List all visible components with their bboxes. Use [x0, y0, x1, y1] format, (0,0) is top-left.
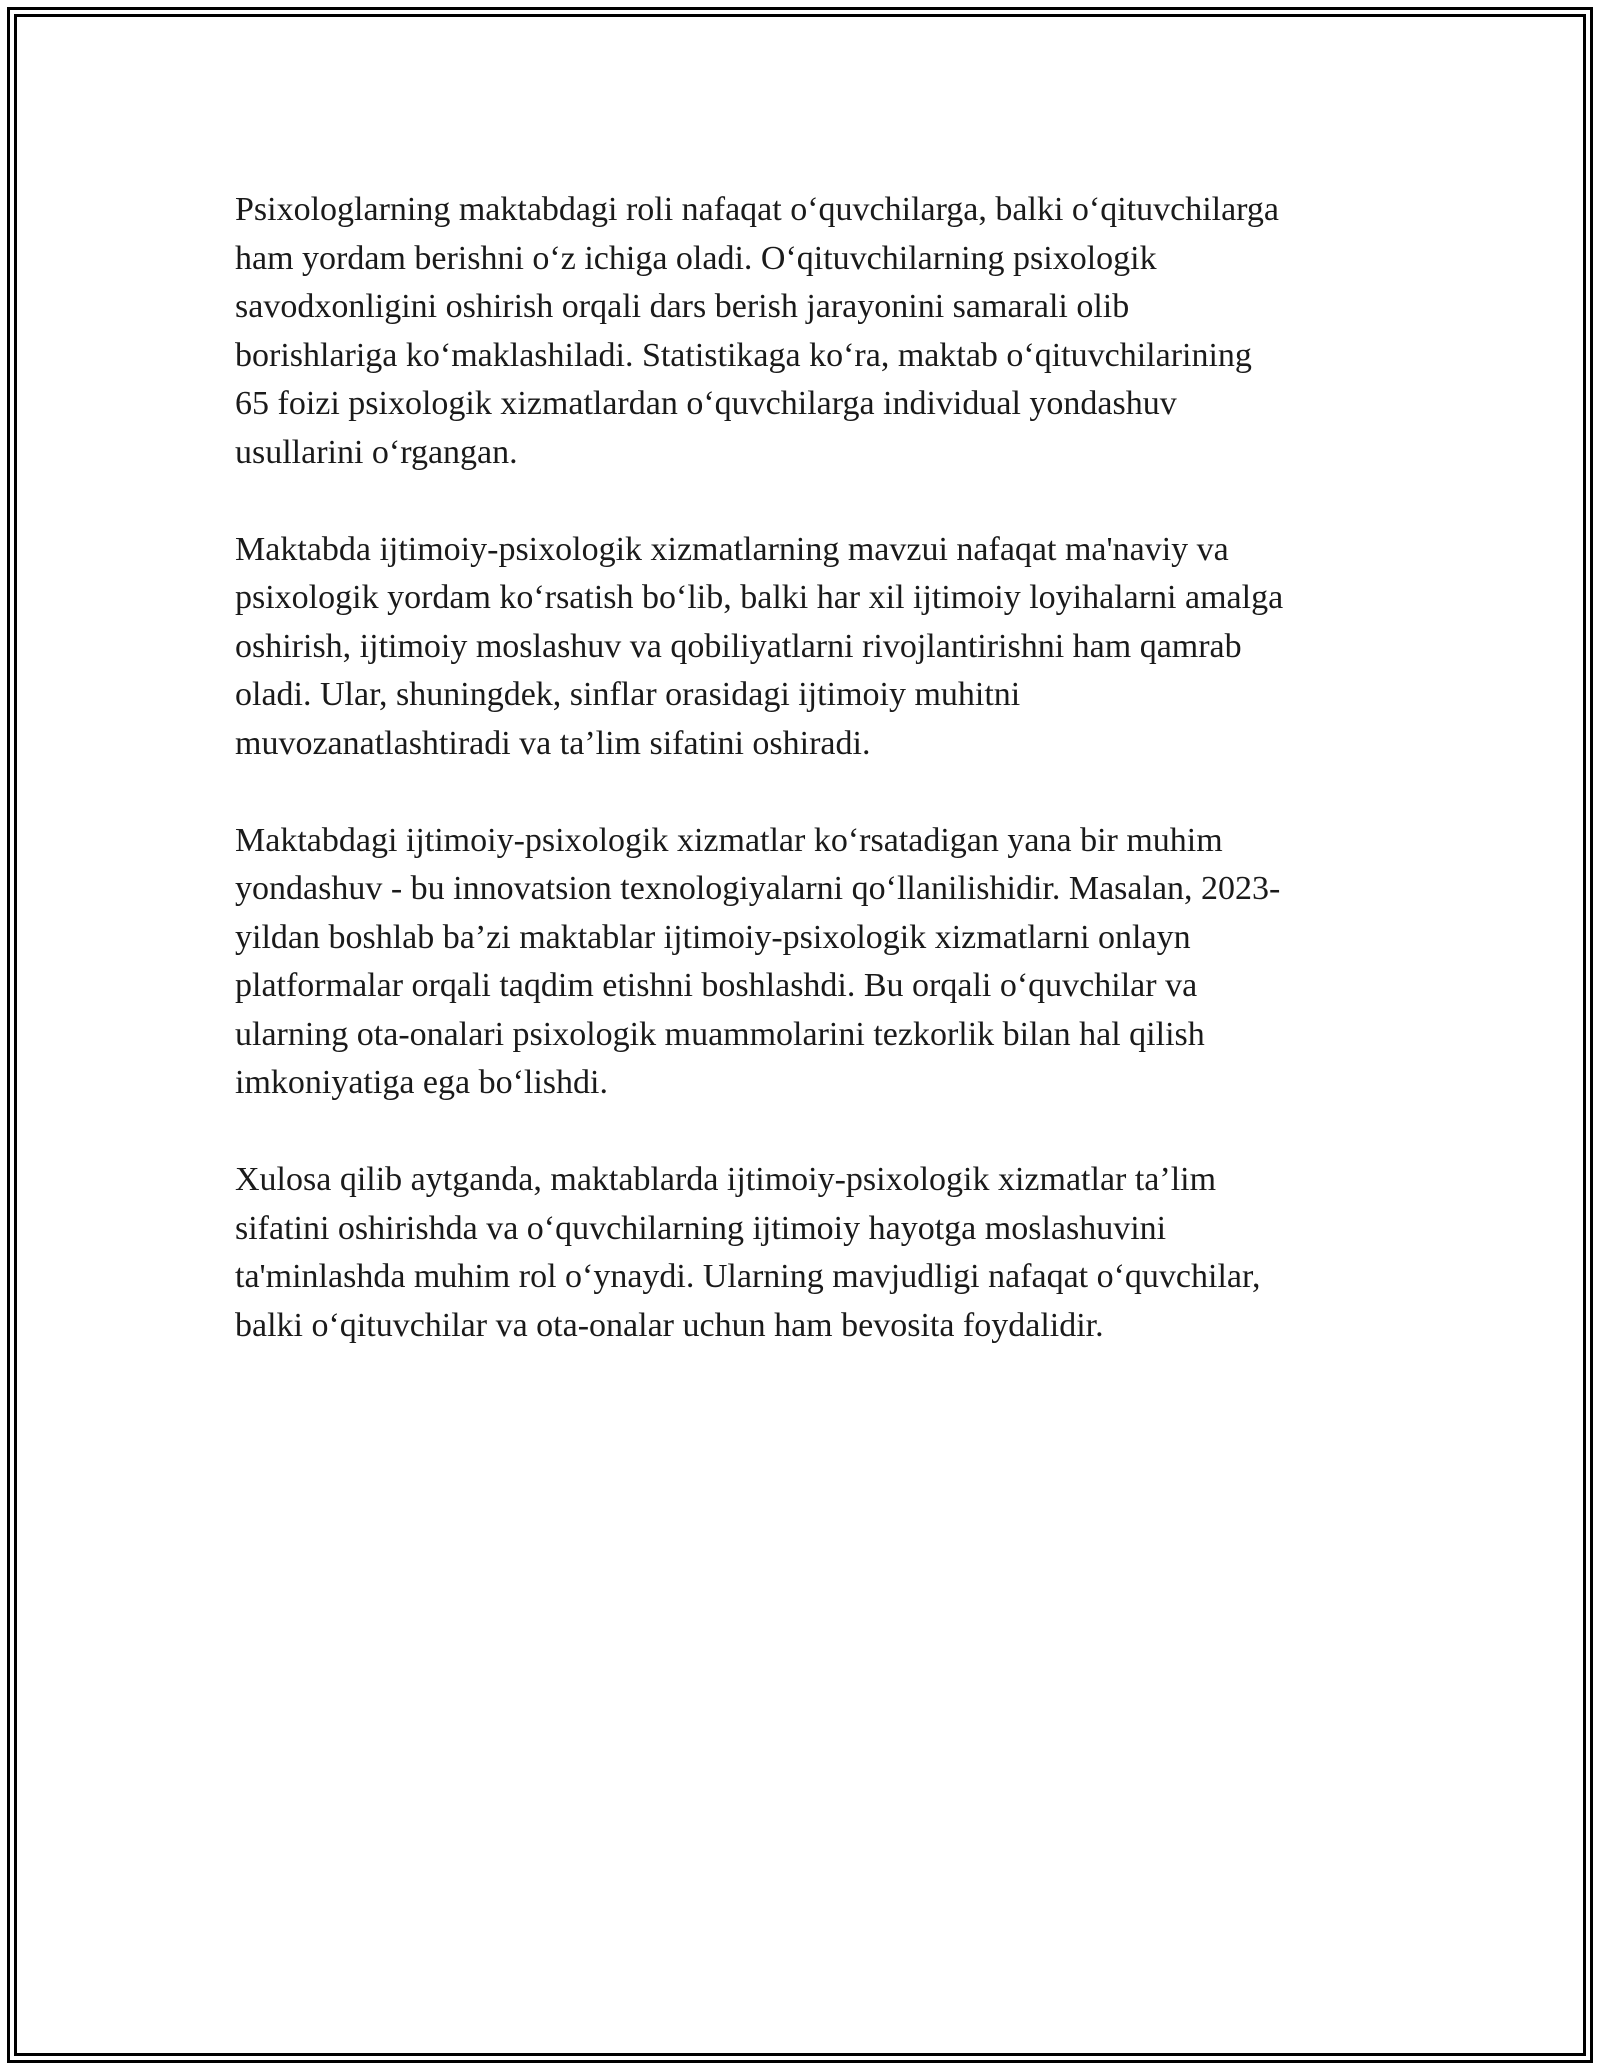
paragraph-conclusion: Xulosa qilib aytganda, maktablarda ijtimoiy-psixologik xizmatlar ta’lim sifatini oshirishda va o‘quvchilarning ijtimoiy hayotga moslashuvini ta'minlashda muhim rol o‘ynaydi. Ularning mavjudligi nafaqat o‘quvchilar, balki o‘qituvchilar va ota-onalar uchun ham bevosita foydalidir. — [235, 1161, 1261, 1344]
document-body — [235, 186, 1385, 1399]
paragraph-innovative-technologies: Maktabdagi ijtimoiy-psixologik xizmatlar ko‘rsatadigan yana bir muhim yondashuv - bu innovatsion texnologiyalarni qo‘llanilishidir. Masalan, 2023- yildan boshlab ba’zi maktablar ijtimoiy-psixologik xizmatlarni onlayn platformalar orqali taqdim etishni boshlashdi. Bu orqali o‘quvchilar va ularning ota-onalari psixologik muammolarini tezkorlik bilan hal qilish imkoniyatiga ega bo‘lishdi. — [235, 821, 1281, 1101]
paragraph-psychologist-role: Psixologlarning maktabdagi roli nafaqat o‘quvchilarga, balki o‘qituvchilarga ham yordam berishni o‘z ichiga oladi. O‘qituvchilarning psixologik savodxonligini oshirish orqali dars berish jarayonini samarali olib borishlariga ko‘maklashiladi. Statistikaga ko‘ra, maktab o‘qituvchilarining 65 foizi psixologik xizmatlardan o‘quvchilarga individual yondashuv usullarini o‘rgangan. — [235, 191, 1279, 471]
paragraph-social-psych-services: Maktabda ijtimoiy-psixologik xizmatlarning mavzui nafaqat ma'naviy va psixologik yordam ko‘rsatish bo‘lib, balki har xil ijtimoiy loyihalarni amalga oshirish, ijtimoiy moslashuv va qobiliyatlarni rivojlantirishni ham qamrab oladi. Ular, shuningdek, sinflar orasidagi ijtimoiy muhitni muvozanatlashtiradi va ta’lim sifatini oshiradi. — [235, 530, 1284, 762]
